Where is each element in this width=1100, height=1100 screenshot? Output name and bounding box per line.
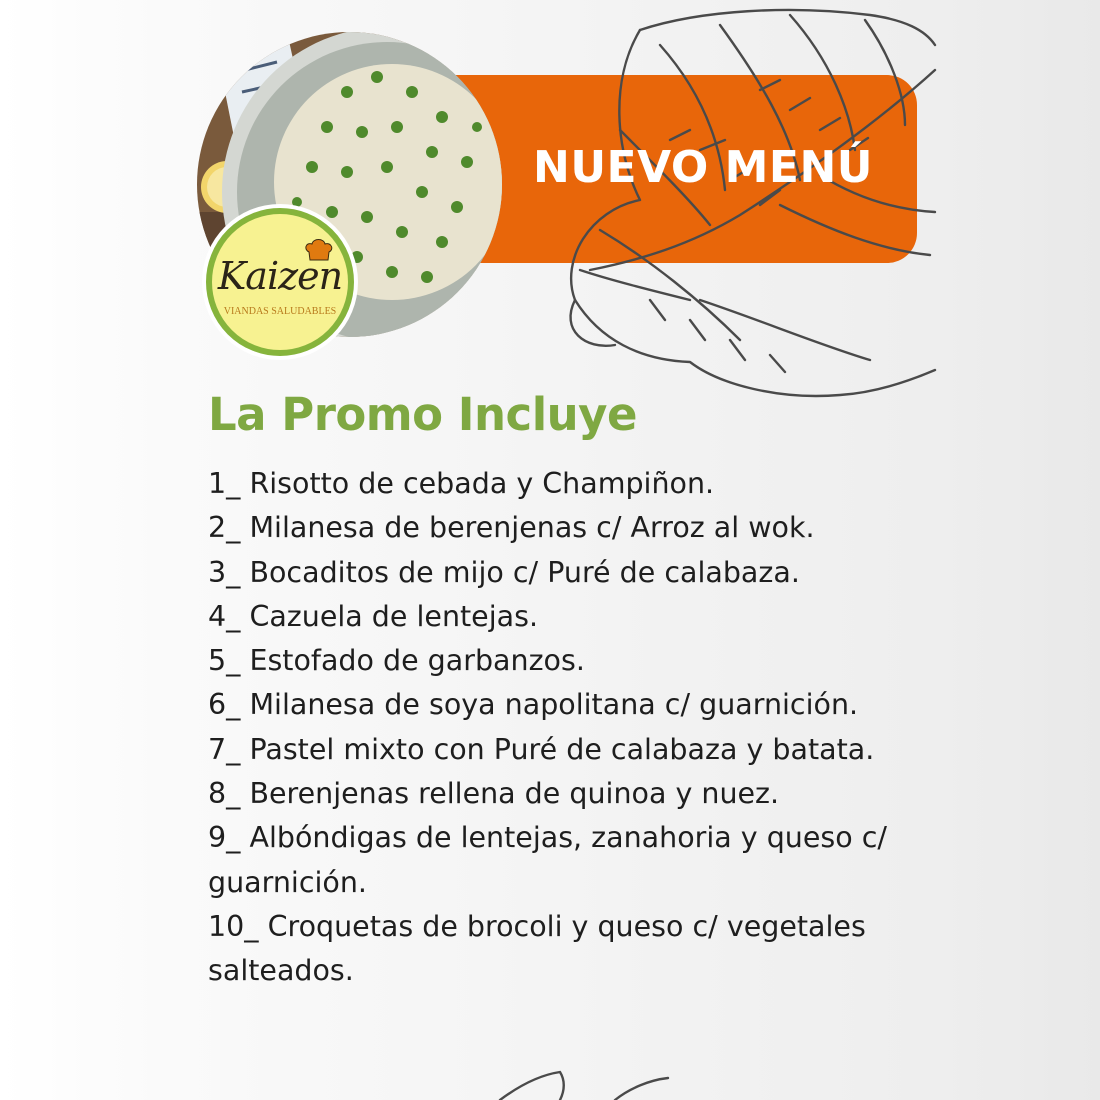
menu-item: 6_ Milanesa de soya napolitana c/ guarnición. xyxy=(208,688,859,722)
menu-list xyxy=(208,462,898,994)
menu-item: 3_ Bocaditos de mijo c/ Puré de calabaza. xyxy=(208,555,800,589)
brand-logo xyxy=(206,208,354,356)
brand-name: Kaizen xyxy=(217,254,343,298)
menu-item: 9_ Albóndigas de lentejas, zanahoria y queso c/ guarnición. xyxy=(208,821,888,899)
menu-item: 1_ Risotto de cebada y Champiñon. xyxy=(208,467,715,500)
menu-item: 5_ Estofado de garbanzos. xyxy=(208,644,585,678)
menu-item: 7_ Pastel mixto con Puré de calabaza y batata. xyxy=(208,732,875,766)
promo-heading: La Promo Incluye xyxy=(208,388,638,441)
brand-tagline: VIANDAS SALUDABLES xyxy=(223,306,337,317)
menu-item: 2_ Milanesa de berenjenas c/ Arroz al wok. xyxy=(208,511,815,545)
menu-item: 4_ Cazuela de lentejas. xyxy=(208,599,539,633)
menu-item: 10_ Croquetas de brocoli y queso c/ vegetales salteados. xyxy=(208,909,866,988)
menu-item: 8_ Berenjenas rellena de quinoa y nuez. xyxy=(208,777,780,811)
page-title: NUEVO MENÚ xyxy=(533,142,874,193)
